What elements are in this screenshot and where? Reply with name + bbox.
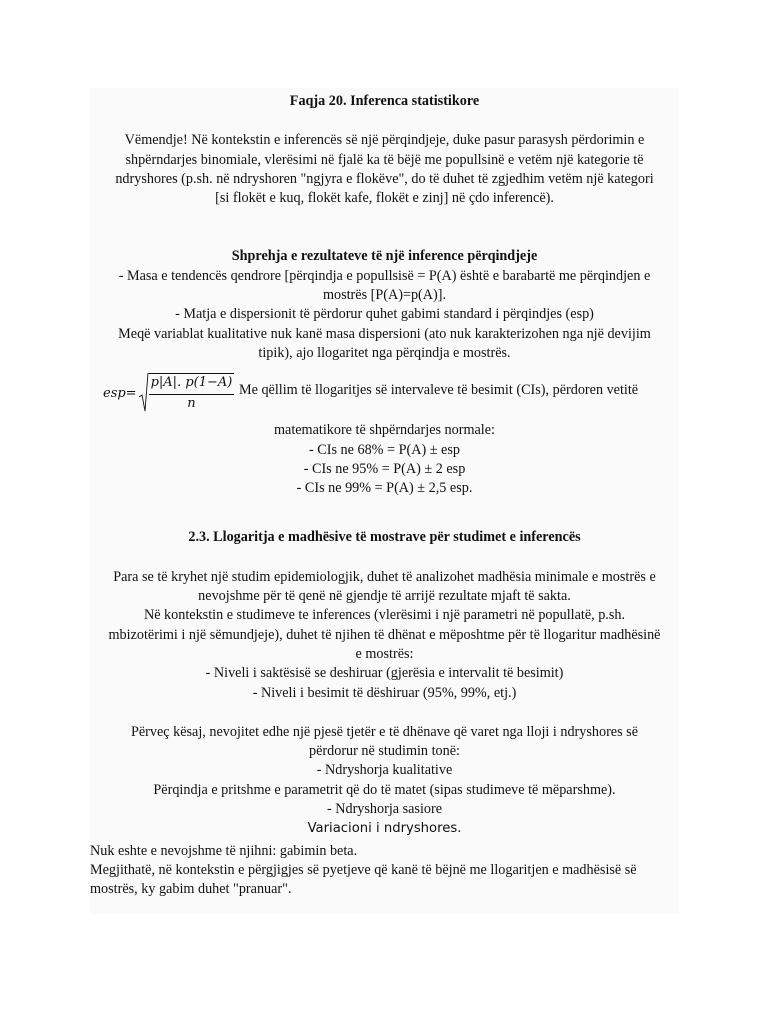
section2-line: - Ndryshorja sasiore — [326, 801, 443, 818]
section2-line: mbizotërimi i një sëmundjeje), duhet të njihen të dhënat e mëposhtme për të llogaritur madhësinë — [108, 626, 661, 643]
intro-line: Vëmendje! Në kontekstin e inferencës së një përqindjeje, duke pasur parasysh përdorimin e — [124, 132, 645, 149]
ci-line: - CIs ne 68% = P(A) ± esp — [309, 441, 460, 458]
section2-line: Para se të kryhet një studim epidemiologjik, duhet të analizohet madhësia minimale e mostrës e — [113, 568, 656, 585]
ci-list — [90, 421, 679, 498]
closing-line: Megjithatë, në kontekstin e përgjigjes së pyetjeve që kanë të bëjnë me llogaritjen e madhësisë së — [90, 861, 637, 878]
section1-line: tipik), ajo llogaritet nga përqindja e mostrës. — [258, 344, 511, 361]
section1-line: Meqë variablat kualitative nuk kanë masa dispersioni (ato nuk karakterizohen nga një devijim — [118, 325, 651, 342]
square-root — [139, 373, 235, 413]
section2-line: e mostrës: — [355, 645, 414, 662]
esp-formula — [103, 373, 234, 413]
formula-fraction — [149, 373, 235, 413]
intro-line: shpërndarjes binomiale, vlerësimi në fjalë ka të bëjë me popullsinë e vetëm një kategorie të — [125, 151, 644, 168]
section1-line: - Masa e tendencës qendrore [përqindja e popullsisë = P(A) është e barabartë me përqindjen e — [118, 267, 651, 284]
section2-heading: 2.3. Llogaritja e madhësive të mostrave për studimet e inferencës — [188, 529, 581, 546]
ci-line: - CIs ne 99% = P(A) ± 2,5 esp. — [296, 480, 473, 497]
section1-heading: Shprehja e rezultateve të një inference përqindjeje — [231, 248, 538, 265]
section1-body — [90, 267, 679, 363]
section2-line: - Niveli i saktësisë se deshiruar (gjerësia e intervalit të besimit) — [205, 665, 564, 682]
section2-line: përdorur në studimin tonë: — [309, 743, 460, 760]
intro-paragraph — [90, 131, 679, 208]
section2-line: - Ndryshorja kualitative — [316, 762, 453, 779]
radical-sign-icon — [139, 373, 149, 413]
section2-paragraph2 — [90, 723, 679, 839]
formula-row — [90, 375, 679, 415]
section1-line: - Matja e dispersionit të përdorur quhet gabimi standard i përqindjes (esp) — [175, 306, 594, 323]
ci-line: - CIs ne 95% = P(A) ± 2 esp — [303, 460, 466, 477]
section2-line: - Niveli i besimit të dëshiruar (95%, 99%, etj.) — [252, 684, 517, 701]
page-title: Faqja 20. Inferenca statistikore — [289, 93, 480, 109]
closing-line: Nuk eshte e nevojshme të njihni: gabimin beta. — [90, 842, 358, 859]
section1-line: mostrës [P(A)=p(A)]. — [322, 287, 447, 304]
section2-line: nevojshme për të qenë në gjendje të arrijë rezultate mjaft të sakta. — [198, 588, 571, 605]
formula-inline-text: Me qëllim të llogaritjes së intervaleve të besimit (CIs), përdoren vetitë — [239, 382, 639, 399]
ci-line: matematikore të shpërndarjes normale: — [273, 422, 495, 439]
variation-line: Variacioni i ndryshores. — [307, 821, 462, 837]
closing-paragraph — [90, 842, 679, 900]
section2-paragraph1 — [90, 568, 679, 703]
formula-denominator: n — [187, 396, 196, 412]
intro-line: ndryshores (p.sh. në ndryshoren "ngjyra e flokëve", do të duhet të zgjedhim vetëm një kategori — [115, 170, 654, 187]
section2-line: Përveç kësaj, nevojitet edhe një pjesë tjetër e të dhënave që varet nga lloji i ndryshores së — [130, 723, 638, 740]
document-page — [90, 88, 679, 914]
section2-line: Në kontekstin e studimeve te inferences (vlerësimi i një parametri në popullatë, p.sh. — [143, 607, 626, 624]
closing-line: mostrës, ky gabim duhet "pranuar". — [90, 881, 292, 898]
section2-line: Përqindja e pritshme e parametrit që do të matet (sipas studimeve të mëparshme). — [153, 781, 616, 798]
formula-lhs: esp= — [103, 385, 137, 401]
intro-line: [si flokët e kuq, flokët kafe, flokët e zinj] në çdo inferencë). — [215, 190, 554, 207]
formula-numerator: p|A|. p(1−A) — [149, 374, 235, 395]
